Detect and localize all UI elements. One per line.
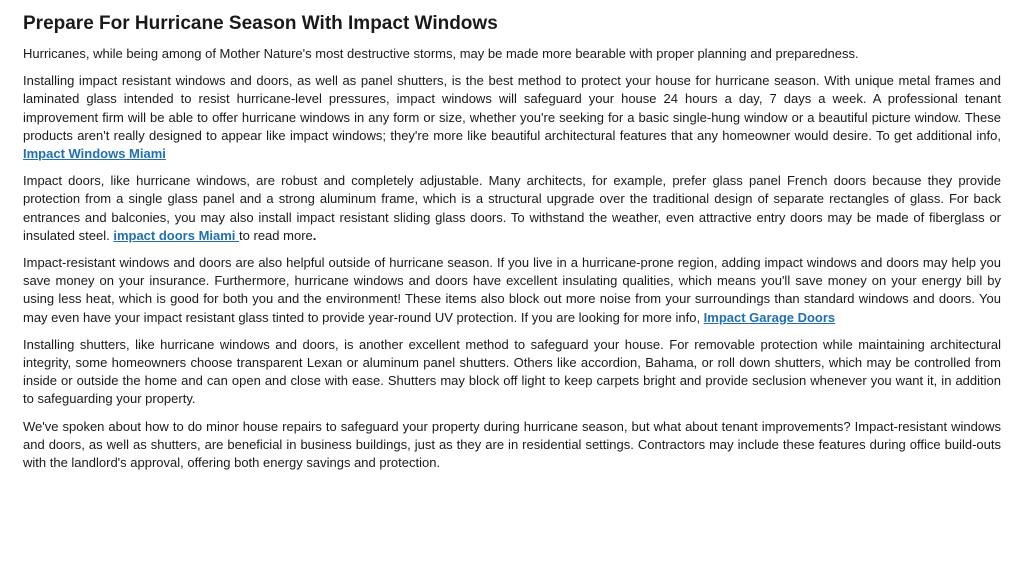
impact-doors-miami-link[interactable]: impact doors Miami [113,227,240,243]
paragraph-tenant-improvements: We've spoken about how to do minor house repairs to safeguard your property during hurricane season, but what about tenant improvements? Impact-resistant windows and doors, as well as shutters, are beneficial in business buildings, just as they are in residential settings. Contractors may include these features during office build-outs with the landlord's approval, offering both energy savings and protection. [23,418,1001,471]
impact-windows-miami-link[interactable]: Impact Windows Miami [23,146,166,162]
page-title: Prepare For Hurricane Season With Impact Windows [23,13,498,34]
paragraph-intro: Hurricanes, while being among of Mother Nature's most destructive storms, may be made more bearable with proper planning and preparedness. [23,46,859,61]
paragraph-text: Installing impact resistant windows and doors, as well as panel shutters, is the best method to protect your house for hurricane season. With unique metal frames and laminated glass intended to resist hurricane-level pressures, impact windows will safeguard your house 24 hours a day, 7 days a week. A professional tenant improvement firm will be able to offer hurricane windows in any form or size, whether you're seeking for a basic single-hung window or a beautiful picture window. These products aren't really designed to appear like impact windows; they're more like beautiful architectural features that any homeowner would desire. To get additional info, [23,73,1001,143]
paragraph-shutters: Installing shutters, like hurricane windows and doors, is another excellent method to safeguard your house. For removable protection while maintaining architectural integrity, some homeowners choose transparent Lexan or aluminum panel shutters. Others like accordion, Bahama, or roll down shutters, which may be controlled from inside or outside the home and can open and close with ease. Shutters may block off light to keep carpets bright and provide seclusion whenever you want it, in addition to safeguarding your property. [23,336,1001,407]
document-page [23,12,1001,481]
paragraph-benefits [23,254,1001,327]
paragraph-text: Impact-resistant windows and doors are also helpful outside of hurricane season. If you live in a hurricane-prone region, adding impact windows and doors may help you save money on your insurance. Furthermore, hurricane windows and doors have excellent insulating qualities, which means you'll save money on your energy bill by using less heat, which is good for both you and the environment! These items also block out more noise from your surroundings than standard windows and doors. You may even have your impact resistant glass tinted to provide year-round UV protection. If you are looking for more info, [23,255,1001,325]
paragraph-text: Impact doors, like hurricane windows, are robust and completely adjustable. Many architects, for example, prefer glass panel French doors because they provide protection from a single glass panel and a strong aluminum frame, which is a structural upgrade over the traditional design of separate rectangles of glass. For back entrances and balconies, you may also install impact resistant sliding glass doors. To withstand the weather, even attractive entry doors may be made of fiberglass or insulated steel. [23,173,1001,243]
impact-garage-doors-link[interactable]: Impact Garage Doors [703,309,836,325]
paragraph-impact-windows [23,72,1001,163]
period-mark: . [312,227,317,243]
paragraph-impact-doors [23,172,1001,245]
read-more-text: to read more [239,227,313,243]
